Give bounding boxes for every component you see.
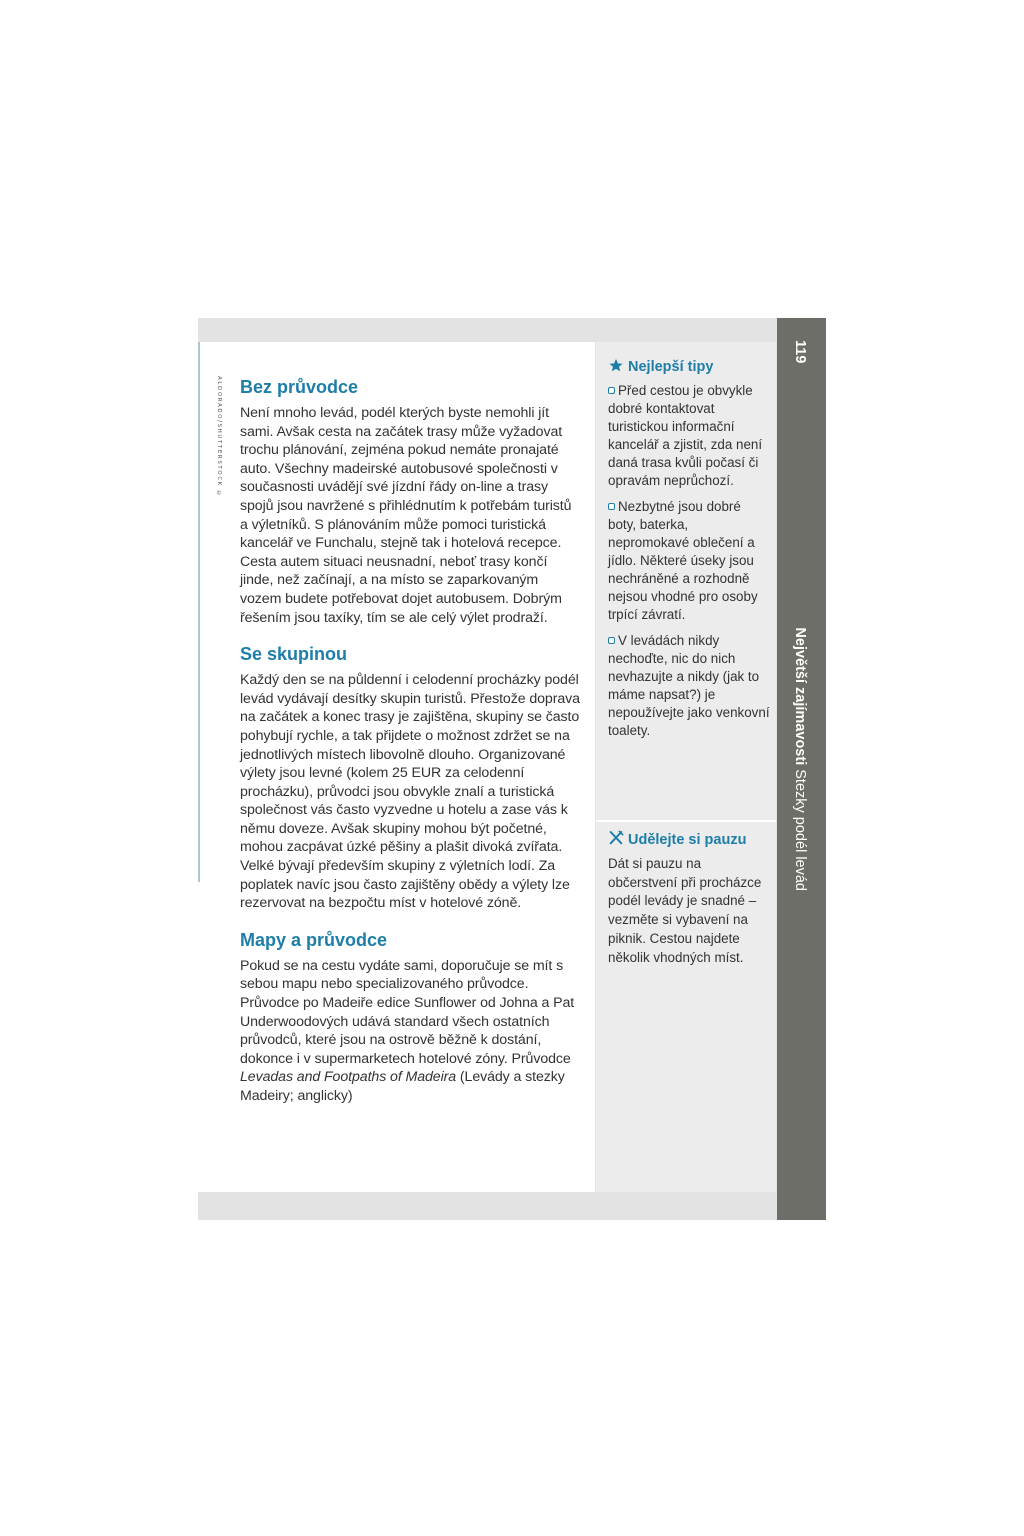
tip-text: V levádách nikdy nechoďte, nic do nich nevhazujte a nikdy (jak to máme napsat?) je nepoužívejte jako venkovní toalety. (608, 633, 770, 738)
tips-title: Nejlepší tipy (628, 359, 714, 375)
pause-heading (608, 830, 770, 849)
bullet-icon (608, 503, 615, 510)
fork-knife-icon (608, 830, 624, 846)
chapter-title: Největší zajímavosti (792, 627, 808, 766)
tips-heading (608, 358, 770, 376)
section-title-bez-pruvodce: Bez průvodce (240, 377, 359, 397)
bullet-icon (608, 387, 615, 394)
pause-box (608, 830, 770, 967)
chapter-tab-text (785, 340, 815, 891)
main-column (198, 342, 595, 1192)
tip-item (608, 382, 770, 490)
chapter-tab (777, 318, 826, 1220)
sidebar (596, 342, 776, 1192)
bullet-icon (608, 637, 615, 644)
section-body-bez-pruvodce: Není mnoho levád, podél kterých byste nemohli jít sami. Avšak cesta na začátek trasy může vyžadovat trochu plánování, zejména pokud nemáte pronajaté auto. Všechny madeirské autobusové společnosti v současnosti uvádějí své jízdní řády on-line a trasy spojů jsou navržené s přihlédnutím k potřebám turistů a výletníků. S plánováním může pomoci turistická kancelář ve Funchalu, stejně tak i hotelová recepce. Cesta autem situaci neusnadní, neboť trasy končí jinde, než začínají, a na místo se zaparkovaným vozem budete potřebovat dojet autobusem. Dobrým řešením jsou taxíky, tím se ale celý výlet prodraží. (240, 405, 572, 626)
section-body-mapy-tail: (Levády a stezky Madeiry; anglicky) (240, 1069, 565, 1104)
sidebar-divider (596, 820, 776, 822)
section-body-mapy-text: Pokud se na cestu vydáte sami, doporučuje se mít s sebou mapu nebo specializovaného průvodce. Průvodce po Madeiře edice Sunflower od Johna a Pat Underwoodových udává standard všech ostatních průvodců, které jsou na ostrově běžně k dostání, dokonce i v supermarketech hotelové zóny. Průvodce (240, 957, 575, 1067)
photo-credit: ALDORADO/SHUTTERSTOCK © (216, 376, 222, 498)
tip-text: Před cestou je obvykle dobré kontaktovat turistickou informační kancelář a zjistit, zda není daná trasa kvůli počasí či opravám neprůchozí. (608, 383, 763, 488)
tip-item (608, 498, 770, 624)
article (240, 376, 582, 1122)
tip-item (608, 632, 770, 740)
tip-text: Nezbytné jsou dobré boty, baterka, nepromokavé oblečení a jídlo. Některé úseky jsou nechráněné a rozhodně nejsou vhodné pro osoby trpící závratí. (608, 499, 758, 622)
pause-body: Dát si pauzu na občerstvení při procházce podél levády je snadné – vezměte si vybavení na piknik. Cestou najdete několik vhodných míst. (608, 856, 762, 965)
section-title-se-skupinou: Se skupinou (240, 644, 348, 665)
pause-title: Udělejte si pauzu (628, 832, 747, 848)
tips-box (608, 358, 770, 748)
page-number: 119 (792, 340, 808, 364)
book-page (198, 318, 826, 1220)
book-title: Levadas and Footpaths of Madeira (240, 1069, 457, 1086)
section-body-se-skupinou: Každý den se na půldenní i celodenní procházky podél levád vydávají desítky skupin turistů. Přestože doprava na začátek a konec trasy je zajištěna, skupiny se často pohybují rychle, a tak přijdete o možnost zdržet se na jednotlivých místech libovolně dlouho. Organizované výlety jsou levné (kolem 25 EUR za celodenní procházku), průvodci jsou obvykle znalí a turistická společnost vás často vyzvedne u hotelu a zase vás k němu doveze. Avšak skupiny mohou být početné, mohou zacpávat úzké pěšiny a plašit divoká zvířata. Velké bývají především skupiny z výletních lodí. Za poplatek navíc jsou často zajištěny obědy a výlety lze rezervovat na bezpočtu míst v hotelové zóně. (240, 672, 580, 912)
subchapter-title: Stezky podél levád (792, 769, 808, 891)
section-body-mapy (240, 957, 582, 1106)
section-title-mapy: Mapy a průvodce (240, 929, 388, 950)
star-icon (608, 358, 624, 373)
